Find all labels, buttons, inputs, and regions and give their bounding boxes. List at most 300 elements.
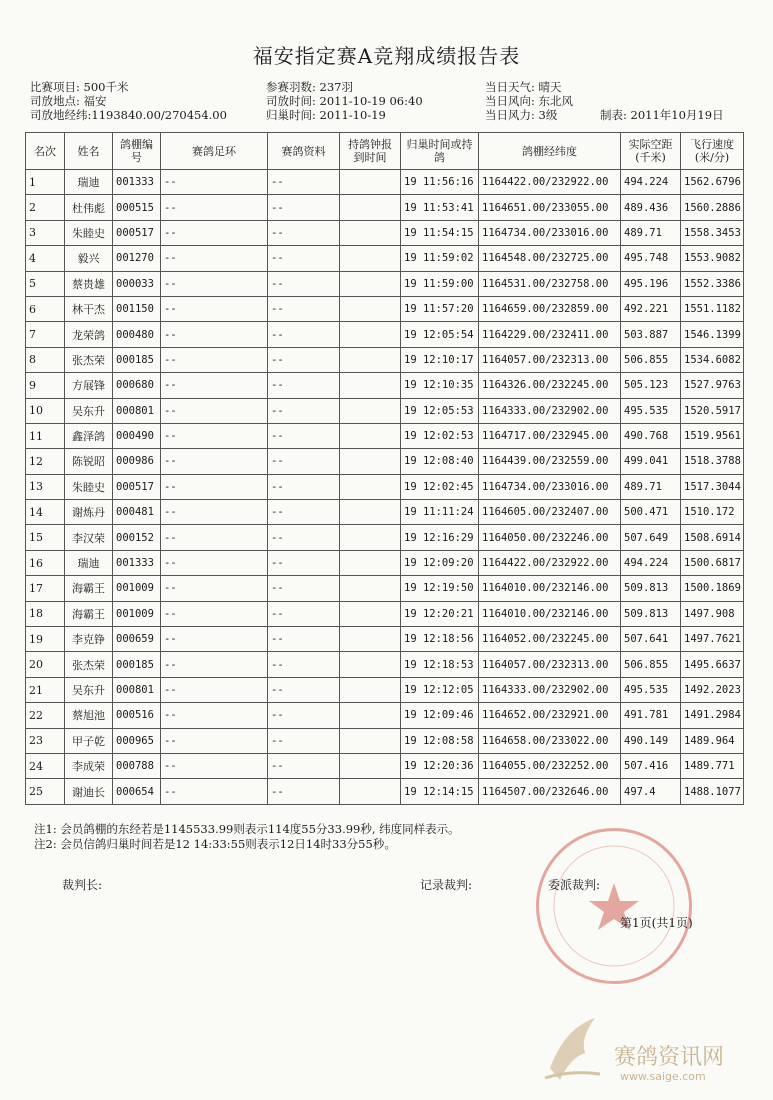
loft-number-cell: 000152 bbox=[113, 525, 161, 550]
name-cell: 李汉荣 bbox=[65, 525, 113, 550]
ring-cell: -- bbox=[161, 195, 268, 220]
coordinates-cell: 1164333.00/232902.00 bbox=[479, 398, 621, 423]
rank-cell: 10 bbox=[26, 398, 65, 423]
return-time-cell: 19 11:57:20 bbox=[401, 296, 479, 321]
table-row bbox=[26, 296, 744, 321]
speed-cell: 1520.5917 bbox=[681, 398, 744, 423]
loft-number-cell: 000480 bbox=[113, 322, 161, 347]
distance-cell: 506.855 bbox=[621, 652, 681, 677]
loft-number-cell: 000517 bbox=[113, 220, 161, 245]
info-cell: -- bbox=[268, 296, 340, 321]
loft-number-cell: 000490 bbox=[113, 423, 161, 448]
coordinates-cell: 1164057.00/232313.00 bbox=[479, 652, 621, 677]
distance-cell: 507.641 bbox=[621, 627, 681, 652]
clock-cell bbox=[340, 474, 401, 499]
header-ring: 赛鸽足环 bbox=[161, 133, 268, 170]
return-time-cell: 19 12:08:40 bbox=[401, 449, 479, 474]
speed-cell: 1534.6082 bbox=[681, 347, 744, 372]
table-row bbox=[26, 220, 744, 245]
speed-cell: 1558.3453 bbox=[681, 220, 744, 245]
distance-cell: 497.4 bbox=[621, 779, 681, 804]
info-cell: -- bbox=[268, 677, 340, 702]
distance-cell: 491.781 bbox=[621, 703, 681, 728]
clock-cell bbox=[340, 779, 401, 804]
distance-cell: 490.149 bbox=[621, 728, 681, 753]
wind-force: 当日风力: 3级 bbox=[485, 108, 558, 122]
distance-cell: 500.471 bbox=[621, 500, 681, 525]
clock-cell bbox=[340, 703, 401, 728]
name-cell: 朱睦史 bbox=[65, 220, 113, 245]
name-cell: 蔡旭池 bbox=[65, 703, 113, 728]
ring-cell: -- bbox=[161, 500, 268, 525]
return-date: 归巢时间: 2011-10-19 bbox=[266, 108, 386, 122]
table-row bbox=[26, 170, 744, 195]
meta-row-3 bbox=[30, 108, 750, 122]
info-cell: -- bbox=[268, 627, 340, 652]
table-row bbox=[26, 627, 744, 652]
return-time-cell: 19 12:20:36 bbox=[401, 753, 479, 778]
speed-cell: 1510.172 bbox=[681, 500, 744, 525]
clock-cell bbox=[340, 246, 401, 271]
loft-number-cell: 000801 bbox=[113, 398, 161, 423]
loft-number-cell: 000801 bbox=[113, 677, 161, 702]
results-table bbox=[25, 132, 744, 805]
info-cell: -- bbox=[268, 271, 340, 296]
distance-cell: 495.196 bbox=[621, 271, 681, 296]
distance-cell: 509.813 bbox=[621, 601, 681, 626]
distance-cell: 499.041 bbox=[621, 449, 681, 474]
release-location: 司放地点: 福安 bbox=[30, 94, 107, 108]
table-row bbox=[26, 728, 744, 753]
ring-cell: -- bbox=[161, 220, 268, 245]
loft-number-cell: 000788 bbox=[113, 753, 161, 778]
loft-number-cell: 000680 bbox=[113, 373, 161, 398]
note-1: 注1: 会员鸽棚的东经若是1145533.99则表示114度55分33.99秒, 纬度同样表示。 bbox=[34, 822, 460, 836]
distance-cell: 495.535 bbox=[621, 398, 681, 423]
coordinates-cell: 1164326.00/232245.00 bbox=[479, 373, 621, 398]
rank-cell: 8 bbox=[26, 347, 65, 372]
clock-cell bbox=[340, 525, 401, 550]
header-name: 姓名 bbox=[65, 133, 113, 170]
distance-cell: 507.649 bbox=[621, 525, 681, 550]
name-cell: 谢炼丹 bbox=[65, 500, 113, 525]
return-time-cell: 19 11:56:16 bbox=[401, 170, 479, 195]
table-row bbox=[26, 347, 744, 372]
rank-cell: 6 bbox=[26, 296, 65, 321]
table-row bbox=[26, 271, 744, 296]
coordinates-cell: 1164010.00/232146.00 bbox=[479, 601, 621, 626]
table-row bbox=[26, 677, 744, 702]
info-cell: -- bbox=[268, 373, 340, 398]
name-cell: 朱睦史 bbox=[65, 474, 113, 499]
clock-cell bbox=[340, 576, 401, 601]
name-cell: 甲子乾 bbox=[65, 728, 113, 753]
rank-cell: 2 bbox=[26, 195, 65, 220]
table-row bbox=[26, 398, 744, 423]
ring-cell: -- bbox=[161, 423, 268, 448]
loft-number-cell: 000659 bbox=[113, 627, 161, 652]
official-seal-stamp bbox=[536, 828, 692, 984]
info-cell: -- bbox=[268, 500, 340, 525]
release-time: 司放时间: 2011-10-19 06:40 bbox=[266, 94, 423, 108]
return-time-cell: 19 11:53:41 bbox=[401, 195, 479, 220]
info-cell: -- bbox=[268, 753, 340, 778]
name-cell: 谢迪长 bbox=[65, 779, 113, 804]
rank-cell: 17 bbox=[26, 576, 65, 601]
name-cell: 李克铮 bbox=[65, 627, 113, 652]
clock-cell bbox=[340, 601, 401, 626]
page-number: 第1页(共1页) bbox=[620, 916, 693, 930]
header-rank: 名次 bbox=[26, 133, 65, 170]
release-coordinates: 司放地经纬:1193840.00/270454.00 bbox=[30, 108, 227, 122]
info-cell: -- bbox=[268, 576, 340, 601]
report-date: 制表: 2011年10月19日 bbox=[600, 108, 724, 122]
loft-number-cell: 001150 bbox=[113, 296, 161, 321]
distance-cell: 503.887 bbox=[621, 322, 681, 347]
name-cell: 瑞迪 bbox=[65, 170, 113, 195]
coordinates-cell: 1164333.00/232902.00 bbox=[479, 677, 621, 702]
info-cell: -- bbox=[268, 728, 340, 753]
table-row bbox=[26, 703, 744, 728]
return-time-cell: 19 12:14:15 bbox=[401, 779, 479, 804]
distance-cell: 509.813 bbox=[621, 576, 681, 601]
header-loft: 鸽棚编号 bbox=[113, 133, 161, 170]
speed-cell: 1497.7621 bbox=[681, 627, 744, 652]
speed-cell: 1508.6914 bbox=[681, 525, 744, 550]
wind-direction: 当日风向: 东北风 bbox=[485, 94, 574, 108]
clock-cell bbox=[340, 296, 401, 321]
return-time-cell: 19 12:05:53 bbox=[401, 398, 479, 423]
table-header-row bbox=[26, 133, 744, 170]
coordinates-cell: 1164605.00/232407.00 bbox=[479, 500, 621, 525]
coordinates-cell: 1164734.00/233016.00 bbox=[479, 220, 621, 245]
table-row bbox=[26, 474, 744, 499]
coordinates-cell: 1164507.00/232646.00 bbox=[479, 779, 621, 804]
notes bbox=[34, 822, 460, 852]
clock-cell bbox=[340, 550, 401, 575]
report-title: 福安指定赛A竞翔成绩报告表 bbox=[252, 44, 521, 68]
ring-cell: -- bbox=[161, 347, 268, 372]
rank-cell: 21 bbox=[26, 677, 65, 702]
speed-cell: 1491.2984 bbox=[681, 703, 744, 728]
info-cell: -- bbox=[268, 220, 340, 245]
ring-cell: -- bbox=[161, 449, 268, 474]
return-time-cell: 19 11:59:02 bbox=[401, 246, 479, 271]
rank-cell: 25 bbox=[26, 779, 65, 804]
distance-cell: 489.71 bbox=[621, 220, 681, 245]
info-cell: -- bbox=[268, 322, 340, 347]
ring-cell: -- bbox=[161, 246, 268, 271]
speed-cell: 1497.908 bbox=[681, 601, 744, 626]
table-row bbox=[26, 525, 744, 550]
rank-cell: 4 bbox=[26, 246, 65, 271]
clock-cell bbox=[340, 347, 401, 372]
ring-cell: -- bbox=[161, 373, 268, 398]
ring-cell: -- bbox=[161, 652, 268, 677]
return-time-cell: 19 11:11:24 bbox=[401, 500, 479, 525]
meta-row-1 bbox=[30, 80, 750, 94]
ring-cell: -- bbox=[161, 753, 268, 778]
speed-cell: 1527.9763 bbox=[681, 373, 744, 398]
coordinates-cell: 1164422.00/232922.00 bbox=[479, 550, 621, 575]
return-time-cell: 19 12:18:56 bbox=[401, 627, 479, 652]
name-cell: 张杰荣 bbox=[65, 652, 113, 677]
speed-cell: 1518.3788 bbox=[681, 449, 744, 474]
ring-cell: -- bbox=[161, 398, 268, 423]
clock-cell bbox=[340, 271, 401, 296]
header-distance: 实际空距(千米) bbox=[621, 133, 681, 170]
name-cell: 李成荣 bbox=[65, 753, 113, 778]
info-cell: -- bbox=[268, 474, 340, 499]
header-coord: 鸽棚经纬度 bbox=[479, 133, 621, 170]
return-time-cell: 19 12:08:58 bbox=[401, 728, 479, 753]
ring-cell: -- bbox=[161, 677, 268, 702]
info-cell: -- bbox=[268, 423, 340, 448]
distance-cell: 489.436 bbox=[621, 195, 681, 220]
chief-judge-label: 裁判长: bbox=[62, 878, 103, 892]
speed-cell: 1562.6796 bbox=[681, 170, 744, 195]
distance-cell: 507.416 bbox=[621, 753, 681, 778]
ring-cell: -- bbox=[161, 728, 268, 753]
return-time-cell: 19 12:02:53 bbox=[401, 423, 479, 448]
loft-number-cell: 000517 bbox=[113, 474, 161, 499]
meta-row-2 bbox=[30, 94, 750, 108]
speed-cell: 1553.9082 bbox=[681, 246, 744, 271]
speed-cell: 1519.9561 bbox=[681, 423, 744, 448]
rank-cell: 20 bbox=[26, 652, 65, 677]
coordinates-cell: 1164050.00/232246.00 bbox=[479, 525, 621, 550]
name-cell: 毅兴 bbox=[65, 246, 113, 271]
speed-cell: 1517.3044 bbox=[681, 474, 744, 499]
clock-cell bbox=[340, 322, 401, 347]
info-cell: -- bbox=[268, 449, 340, 474]
speed-cell: 1560.2886 bbox=[681, 195, 744, 220]
watermark-url: www.saige.com bbox=[620, 1070, 706, 1083]
coordinates-cell: 1164010.00/232146.00 bbox=[479, 576, 621, 601]
return-time-cell: 19 12:09:46 bbox=[401, 703, 479, 728]
table-row bbox=[26, 753, 744, 778]
name-cell: 吴东升 bbox=[65, 677, 113, 702]
rank-cell: 23 bbox=[26, 728, 65, 753]
info-cell: -- bbox=[268, 779, 340, 804]
return-time-cell: 19 12:10:35 bbox=[401, 373, 479, 398]
ring-cell: -- bbox=[161, 474, 268, 499]
coordinates-cell: 1164052.00/232245.00 bbox=[479, 627, 621, 652]
name-cell: 瑞迪 bbox=[65, 550, 113, 575]
coordinates-cell: 1164658.00/233022.00 bbox=[479, 728, 621, 753]
table-row bbox=[26, 322, 744, 347]
header-speed: 飞行速度(米/分) bbox=[681, 133, 744, 170]
speed-cell: 1500.6817 bbox=[681, 550, 744, 575]
loft-number-cell: 000033 bbox=[113, 271, 161, 296]
loft-number-cell: 000516 bbox=[113, 703, 161, 728]
loft-number-cell: 001009 bbox=[113, 601, 161, 626]
info-cell: -- bbox=[268, 550, 340, 575]
name-cell: 海霸王 bbox=[65, 576, 113, 601]
rank-cell: 11 bbox=[26, 423, 65, 448]
ring-cell: -- bbox=[161, 601, 268, 626]
distance-cell: 506.855 bbox=[621, 347, 681, 372]
distance-cell: 494.224 bbox=[621, 550, 681, 575]
clock-cell bbox=[340, 500, 401, 525]
clock-cell bbox=[340, 677, 401, 702]
table-row bbox=[26, 500, 744, 525]
coordinates-cell: 1164229.00/232411.00 bbox=[479, 322, 621, 347]
speed-cell: 1500.1869 bbox=[681, 576, 744, 601]
watermark-text: 赛鸽资讯网 bbox=[614, 1045, 725, 1070]
loft-number-cell: 001270 bbox=[113, 246, 161, 271]
table-row bbox=[26, 246, 744, 271]
coordinates-cell: 1164717.00/232945.00 bbox=[479, 423, 621, 448]
name-cell: 蔡贵雄 bbox=[65, 271, 113, 296]
coordinates-cell: 1164422.00/232922.00 bbox=[479, 170, 621, 195]
loft-number-cell: 001333 bbox=[113, 170, 161, 195]
speed-cell: 1488.1077 bbox=[681, 779, 744, 804]
table-row bbox=[26, 449, 744, 474]
name-cell: 龙荣鸽 bbox=[65, 322, 113, 347]
coordinates-cell: 1164548.00/232725.00 bbox=[479, 246, 621, 271]
ring-cell: -- bbox=[161, 627, 268, 652]
header-clock: 持鸽钟报到时间 bbox=[340, 133, 401, 170]
distance-cell: 495.748 bbox=[621, 246, 681, 271]
coordinates-cell: 1164651.00/233055.00 bbox=[479, 195, 621, 220]
name-cell: 张杰荣 bbox=[65, 347, 113, 372]
clock-cell bbox=[340, 398, 401, 423]
header-info: 赛鸽资料 bbox=[268, 133, 340, 170]
return-time-cell: 19 12:19:50 bbox=[401, 576, 479, 601]
loft-number-cell: 000185 bbox=[113, 347, 161, 372]
rank-cell: 9 bbox=[26, 373, 65, 398]
ring-cell: -- bbox=[161, 703, 268, 728]
coordinates-cell: 1164439.00/232559.00 bbox=[479, 449, 621, 474]
info-cell: -- bbox=[268, 195, 340, 220]
speed-cell: 1551.1182 bbox=[681, 296, 744, 321]
loft-number-cell: 000654 bbox=[113, 779, 161, 804]
loft-number-cell: 001333 bbox=[113, 550, 161, 575]
seal-star-icon bbox=[539, 831, 689, 981]
info-cell: -- bbox=[268, 652, 340, 677]
clock-cell bbox=[340, 373, 401, 398]
ring-cell: -- bbox=[161, 322, 268, 347]
info-cell: -- bbox=[268, 246, 340, 271]
name-cell: 陈锐昭 bbox=[65, 449, 113, 474]
rank-cell: 19 bbox=[26, 627, 65, 652]
clock-cell bbox=[340, 423, 401, 448]
note-2: 注2: 会员信鸽归巢时间若是12 14:33:55则表示12日14时33分55秒。 bbox=[34, 837, 396, 851]
info-cell: -- bbox=[268, 525, 340, 550]
info-cell: -- bbox=[268, 398, 340, 423]
coordinates-cell: 1164652.00/232921.00 bbox=[479, 703, 621, 728]
distance-cell: 494.224 bbox=[621, 170, 681, 195]
name-cell: 杜伟彪 bbox=[65, 195, 113, 220]
clock-cell bbox=[340, 195, 401, 220]
table-row bbox=[26, 195, 744, 220]
clock-cell bbox=[340, 652, 401, 677]
return-time-cell: 19 12:20:21 bbox=[401, 601, 479, 626]
coordinates-cell: 1164531.00/232758.00 bbox=[479, 271, 621, 296]
speed-cell: 1489.771 bbox=[681, 753, 744, 778]
distance-cell: 505.123 bbox=[621, 373, 681, 398]
info-cell: -- bbox=[268, 703, 340, 728]
return-time-cell: 19 12:16:29 bbox=[401, 525, 479, 550]
rank-cell: 3 bbox=[26, 220, 65, 245]
race-item: 比赛项目: 500千米 bbox=[30, 80, 129, 94]
table-row bbox=[26, 652, 744, 677]
return-time-cell: 19 11:59:00 bbox=[401, 271, 479, 296]
pigeon-logo-icon bbox=[540, 1008, 610, 1088]
loft-number-cell: 000185 bbox=[113, 652, 161, 677]
name-cell: 鑫泽鸽 bbox=[65, 423, 113, 448]
clock-cell bbox=[340, 170, 401, 195]
distance-cell: 492.221 bbox=[621, 296, 681, 321]
return-time-cell: 19 12:10:17 bbox=[401, 347, 479, 372]
table-row bbox=[26, 779, 744, 804]
weather: 当日天气: 晴天 bbox=[485, 80, 562, 94]
return-time-cell: 19 11:54:15 bbox=[401, 220, 479, 245]
table-row bbox=[26, 576, 744, 601]
loft-number-cell: 000986 bbox=[113, 449, 161, 474]
rank-cell: 14 bbox=[26, 500, 65, 525]
table-row bbox=[26, 601, 744, 626]
race-meta bbox=[30, 80, 750, 122]
coordinates-cell: 1164057.00/232313.00 bbox=[479, 347, 621, 372]
distance-cell: 490.768 bbox=[621, 423, 681, 448]
ring-cell: -- bbox=[161, 170, 268, 195]
speed-cell: 1495.6637 bbox=[681, 652, 744, 677]
speed-cell: 1552.3386 bbox=[681, 271, 744, 296]
rank-cell: 12 bbox=[26, 449, 65, 474]
info-cell: -- bbox=[268, 347, 340, 372]
rank-cell: 22 bbox=[26, 703, 65, 728]
return-time-cell: 19 12:02:45 bbox=[401, 474, 479, 499]
ring-cell: -- bbox=[161, 779, 268, 804]
return-time-cell: 19 12:18:53 bbox=[401, 652, 479, 677]
clock-cell bbox=[340, 728, 401, 753]
rank-cell: 13 bbox=[26, 474, 65, 499]
table-row bbox=[26, 550, 744, 575]
rank-cell: 5 bbox=[26, 271, 65, 296]
clock-cell bbox=[340, 753, 401, 778]
ring-cell: -- bbox=[161, 550, 268, 575]
clock-cell bbox=[340, 449, 401, 474]
clock-cell bbox=[340, 627, 401, 652]
info-cell: -- bbox=[268, 601, 340, 626]
loft-number-cell: 000481 bbox=[113, 500, 161, 525]
coordinates-cell: 1164055.00/232252.00 bbox=[479, 753, 621, 778]
return-time-cell: 19 12:05:54 bbox=[401, 322, 479, 347]
return-time-cell: 19 12:12:05 bbox=[401, 677, 479, 702]
loft-number-cell: 000965 bbox=[113, 728, 161, 753]
table-row bbox=[26, 423, 744, 448]
speed-cell: 1546.1399 bbox=[681, 322, 744, 347]
info-cell: -- bbox=[268, 170, 340, 195]
rank-cell: 1 bbox=[26, 170, 65, 195]
ring-cell: -- bbox=[161, 296, 268, 321]
distance-cell: 495.535 bbox=[621, 677, 681, 702]
rank-cell: 16 bbox=[26, 550, 65, 575]
table-row bbox=[26, 373, 744, 398]
clock-cell bbox=[340, 220, 401, 245]
name-cell: 方展锋 bbox=[65, 373, 113, 398]
speed-cell: 1492.2023 bbox=[681, 677, 744, 702]
delegate-judge-label: 委派裁判: bbox=[548, 878, 601, 892]
coordinates-cell: 1164734.00/233016.00 bbox=[479, 474, 621, 499]
header-time: 归巢时间或持鸽 bbox=[401, 133, 479, 170]
return-time-cell: 19 12:09:20 bbox=[401, 550, 479, 575]
entry-count: 参赛羽数: 237羽 bbox=[266, 80, 353, 94]
name-cell: 海霸王 bbox=[65, 601, 113, 626]
rank-cell: 24 bbox=[26, 753, 65, 778]
